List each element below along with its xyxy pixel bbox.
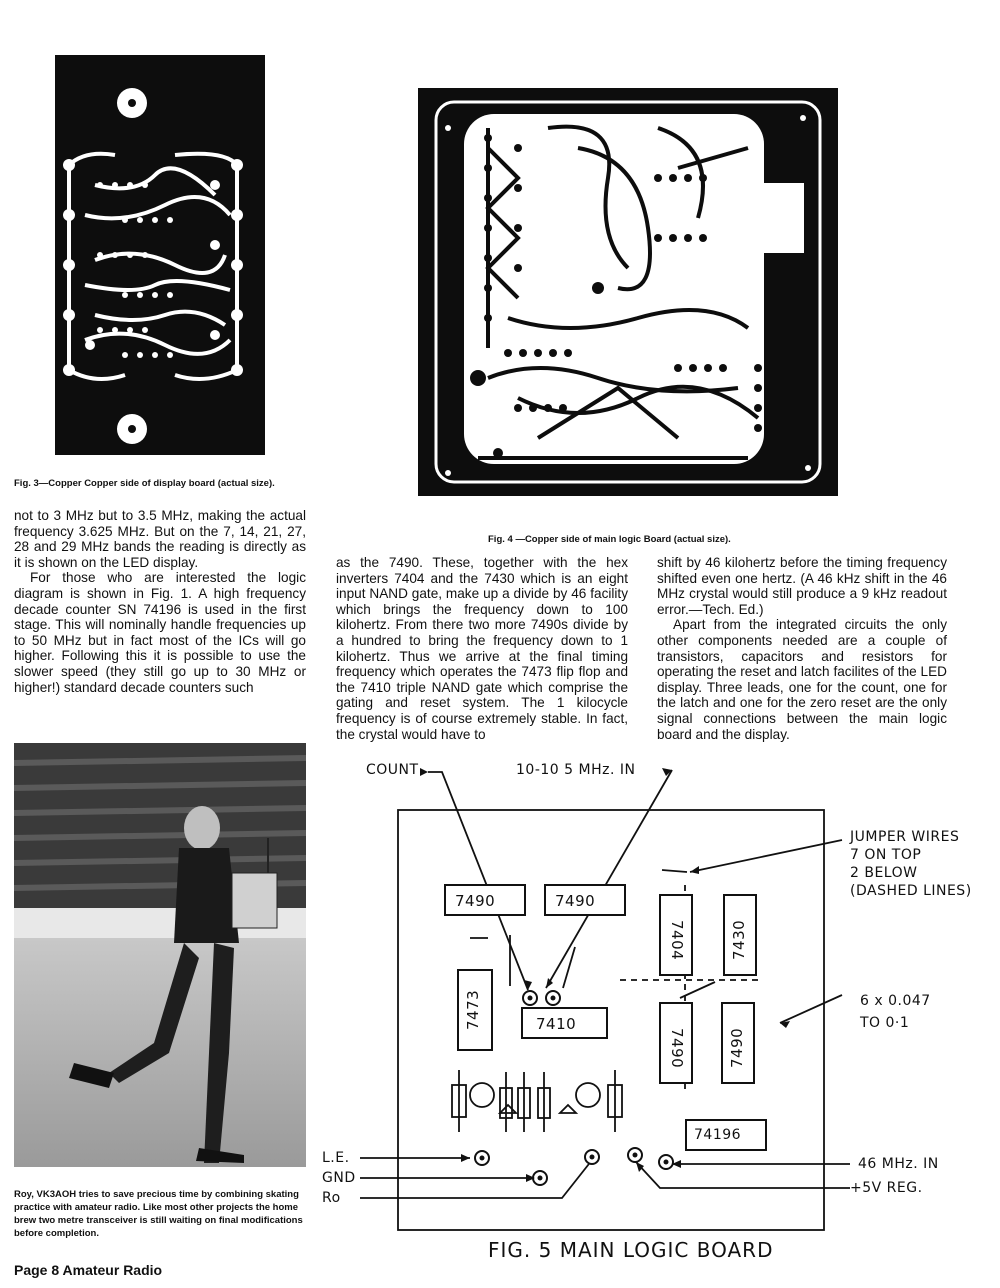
skater-photo [14, 743, 306, 1167]
fig3-pcb-artwork [55, 55, 265, 455]
label-caps-line-1: 6 x 0.047 [860, 993, 931, 1009]
label-input-frequency: 10-10 5 MHz. IN [516, 762, 636, 778]
column3-paragraph-2: Apart from the integrated circuits the only other components needed are a couple of transistors, capacitors and resistors for operating the reset and latch facilites of the LED display. Three leads, one for the count, one for the latch and one for the zero reset are the only signal connections between the main logic board and the display. [657, 617, 947, 742]
fig5-diagram [310, 760, 1000, 1240]
fig3-display-board-image [55, 55, 265, 455]
fig4-caption: Fig. 4 —Copper side of main logic Board (actual size). [488, 534, 731, 545]
ic-7410: 7410 [536, 1015, 577, 1033]
ic-7490-b: 7490 [555, 892, 596, 910]
label-gnd: GND [322, 1170, 356, 1186]
fig4-pcb-artwork [418, 88, 838, 496]
ic-74196: 74196 [694, 1127, 742, 1143]
label-jumper-line-3: 2 BELOW [850, 865, 918, 881]
column1-paragraph-2: For those who are interested the logic diagram is shown in Fig. 1. A high frequency decade counter SN 74196 is used in the first stage. This will nominally handle frequencies up to 50 MHz but in fact most of the ICs will go higher. Following this it is possible to use the slower speed (they still go up to 30 MHz or higher!) standard decade counters such [14, 570, 306, 695]
page-footer: Page 8 Amateur Radio [14, 1262, 163, 1278]
fig3-caption: Fig. 3—Copper Copper side of display board (actual size). [14, 478, 275, 489]
label-jumper-line-4: (DASHED LINES) [850, 883, 972, 899]
ic-7490-c: 7490 [668, 1028, 686, 1069]
photo-caption: Roy, VK3AOH tries to save precious time by combining skating practice with amateur radio. Like most other projects the home brew two metre transceiver is still waiting on final modifications before completion. [14, 1189, 303, 1239]
text-column-1 [14, 508, 306, 695]
label-caps-line-2: TO 0·1 [860, 1015, 910, 1031]
ic-7404: 7404 [668, 920, 686, 961]
ic-7473: 7473 [464, 989, 482, 1030]
label-46mhz-in: 46 MHz. IN [858, 1156, 939, 1172]
ic-7490-a: 7490 [455, 892, 496, 910]
label-capacitors [860, 990, 931, 1034]
ic-7430: 7430 [730, 919, 748, 960]
column3-paragraph-1: shift by 46 kilohertz before the timing frequency shifted even one hertz. (A 46 kHz shift in the 46 MHz crystal would still produce a 9 kHz readout error.—Tech. Ed.) [657, 555, 947, 617]
column2-paragraph-1: as the 7490. These, together with the hex inverters 7404 and the 7430 which is an eight input NAND gate, make up a divide by 46 facility which brings the frequency down to 100 kilohertz. From there two more 7490s divide by a hundred to bring the frequency down to 1 kilohertz. Thus we arrive at the final timing frequency which operates the 7473 flip flop and the 7410 triple NAND gate which comprise the gating and reset system. The 1 kilocycle frequency is of course extremely stable. In fact, the crystal would have to [336, 555, 628, 742]
text-column-2 [336, 555, 628, 742]
ic-7490-d: 7490 [728, 1027, 746, 1068]
label-count: COUNT [366, 762, 419, 778]
label-5v-reg: +5V REG. [850, 1180, 923, 1196]
column1-paragraph-1: not to 3 MHz but to 3.5 MHz, making the actual frequency 3.625 MHz. But on the 7, 14, 21, 27, 28 and 29 MHz bands the reading is directly as it is shown on the LED display. [14, 508, 306, 570]
label-ro: Ro [322, 1190, 341, 1206]
label-le: L.E. [322, 1150, 350, 1166]
fig4-main-board-image [418, 88, 838, 496]
fig5-title: FIG. 5 MAIN LOGIC BOARD [488, 1238, 774, 1262]
label-jumper-line-2: 7 ON TOP [850, 847, 922, 863]
skater-photo-illustration [14, 743, 306, 1167]
text-column-3 [657, 555, 947, 742]
label-jumper-wires [850, 828, 972, 900]
label-jumper-line-1: JUMPER WIRES [850, 829, 960, 845]
